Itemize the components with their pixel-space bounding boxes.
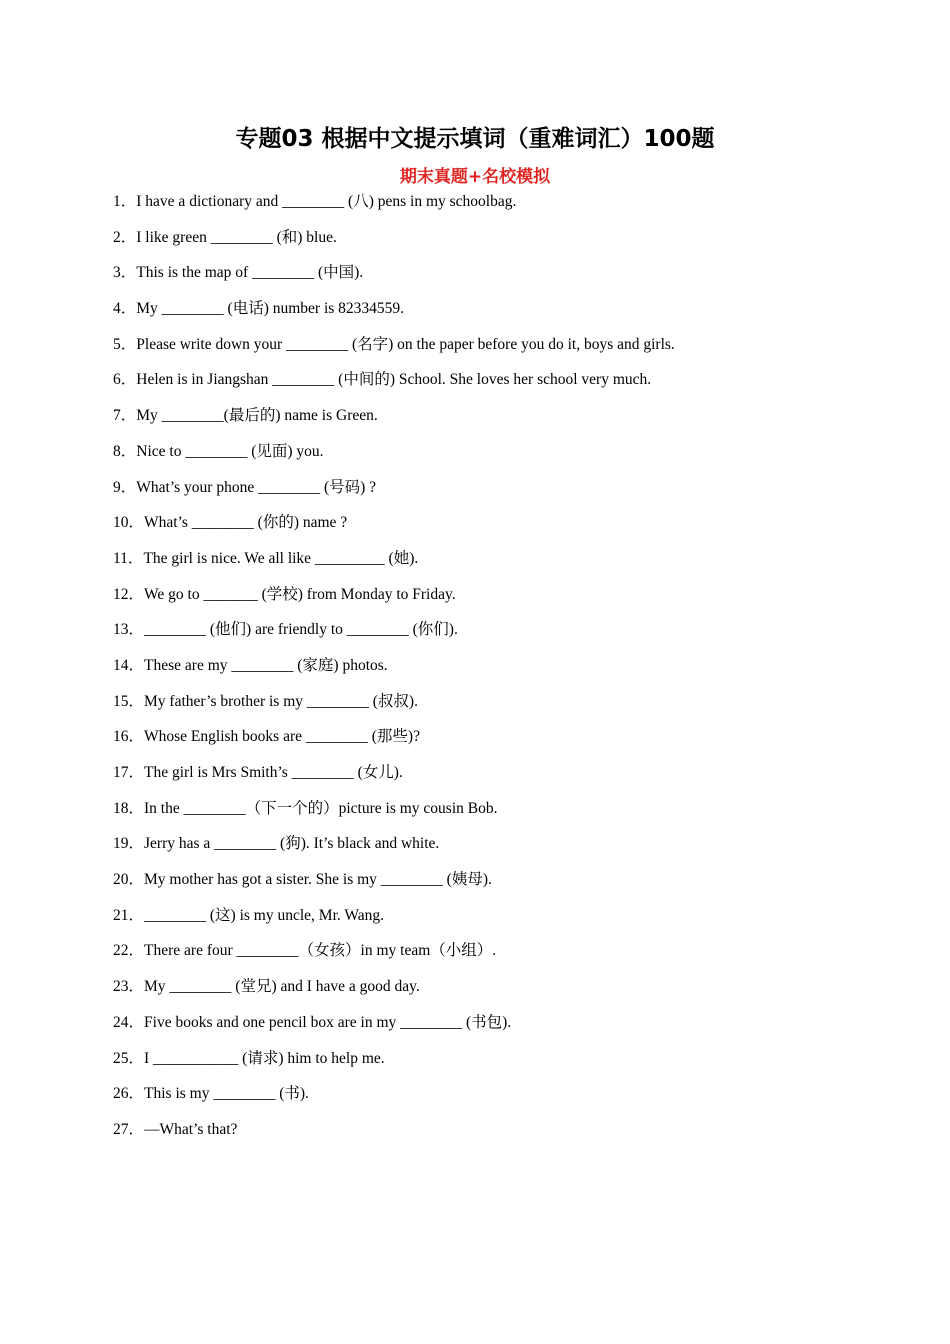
- question-text: ________ (这) is my uncle, Mr. Wang.: [144, 906, 385, 924]
- question-text: These are my ________ (家庭) photos.: [144, 656, 388, 674]
- question-text: My ________(最后的) name is Green.: [136, 407, 378, 425]
- question-number: 8．: [113, 442, 137, 460]
- question-item: [113, 617, 873, 653]
- question-item: [113, 582, 873, 618]
- page-title: 专题03 根据中文提示填词（重难词汇）100题: [235, 126, 715, 152]
- question-text: Whose English books are ________ (那些)?: [144, 728, 420, 746]
- question-number: 20．: [113, 871, 145, 889]
- question-number: 12．: [113, 585, 145, 603]
- question-number: 1．: [113, 193, 137, 210]
- question-text: I like green ________ (和) blue.: [136, 228, 337, 246]
- question-number: 5．: [113, 335, 137, 353]
- question-number: 14．: [113, 656, 145, 674]
- question-text: Please write down your ________ (名字) on the paper before you do it, boys and girls.: [136, 335, 675, 353]
- question-item: [113, 903, 873, 939]
- question-number: 9．: [113, 478, 137, 496]
- question-item: [113, 260, 873, 296]
- question-number: 27．: [113, 1120, 145, 1138]
- question-item: [113, 796, 873, 832]
- question-item: [113, 1081, 873, 1117]
- question-item: [113, 439, 873, 475]
- question-text: My ________ (堂兄) and I have a good day.: [144, 978, 420, 996]
- question-number: 18．: [113, 799, 145, 817]
- question-item: [113, 653, 873, 689]
- question-item: [113, 296, 873, 332]
- question-item: [113, 938, 873, 974]
- question-number: 4．: [113, 300, 137, 318]
- question-item: [113, 367, 873, 403]
- question-item: [113, 225, 873, 261]
- page-subtitle: 期末真题+名校模拟: [399, 167, 551, 187]
- question-number: 15．: [113, 692, 145, 710]
- question-item: [113, 760, 873, 796]
- question-item: [113, 724, 873, 760]
- question-text: Nice to ________ (见面) you.: [136, 442, 324, 460]
- question-item: [113, 403, 873, 439]
- question-number: 23．: [113, 978, 145, 996]
- question-text: Jerry has a ________ (狗). It’s black and white.: [144, 835, 440, 853]
- question-number: 17．: [113, 764, 145, 781]
- question-item: [113, 689, 873, 725]
- question-text: What’s your phone ________ (号码) ?: [136, 478, 377, 496]
- question-number: 6．: [113, 371, 137, 389]
- question-number: 10．: [113, 514, 145, 532]
- question-text: ________ (他们) are friendly to ________ (你们).: [144, 621, 458, 639]
- question-text: We go to _______ (学校) from Monday to Friday.: [144, 585, 456, 603]
- question-text: The girl is Mrs Smith’s ________ (女儿).: [144, 764, 403, 781]
- question-text: There are four ________（女孩）in my team（小组）.: [144, 942, 497, 960]
- question-text: In the ________（下一个的）picture is my cousin Bob.: [144, 799, 498, 817]
- question-text: My mother has got a sister. She is my ________ (姨母).: [144, 871, 492, 889]
- question-list: [113, 189, 873, 1153]
- question-number: 2．: [113, 228, 137, 246]
- question-number: 7．: [113, 407, 137, 425]
- question-number: 19．: [113, 835, 145, 853]
- question-text: I have a dictionary and ________ (八) pens in my schoolbag.: [136, 193, 517, 210]
- question-number: 25．: [113, 1049, 145, 1067]
- question-number: 16．: [113, 728, 145, 746]
- question-text: What’s ________ (你的) name ?: [144, 514, 348, 532]
- question-item: [113, 475, 873, 511]
- question-text: —What’s that?: [144, 1120, 238, 1138]
- question-item: [113, 189, 873, 225]
- question-item: [113, 510, 873, 546]
- question-number: 22．: [113, 942, 145, 960]
- question-text: This is the map of ________ (中国).: [136, 264, 364, 282]
- question-text: My father’s brother is my ________ (叔叔).: [144, 692, 418, 710]
- question-text: My ________ (电话) number is 82334559.: [136, 300, 405, 318]
- question-number: 21．: [113, 906, 145, 924]
- question-item: [113, 1010, 873, 1046]
- question-item: [113, 332, 873, 368]
- question-item: [113, 867, 873, 903]
- question-number: 26．: [113, 1085, 145, 1103]
- question-number: 24．: [113, 1013, 145, 1031]
- question-item: [113, 1117, 873, 1153]
- question-text: Helen is in Jiangshan ________ (中间的) School. She loves her school very much.: [136, 371, 652, 389]
- question-item: [113, 1046, 873, 1082]
- question-text: This is my ________ (书).: [144, 1085, 309, 1103]
- question-item: [113, 546, 873, 582]
- question-number: 13．: [113, 621, 145, 639]
- question-text: Five books and one pencil box are in my ________ (书包).: [144, 1013, 512, 1031]
- question-number: 11．: [113, 549, 144, 567]
- question-item: [113, 974, 873, 1010]
- question-number: 3．: [113, 264, 137, 282]
- question-item: [113, 831, 873, 867]
- question-text: The girl is nice. We all like _________ (她).: [143, 549, 419, 567]
- question-text: I ___________ (请求) him to help me.: [144, 1049, 385, 1067]
